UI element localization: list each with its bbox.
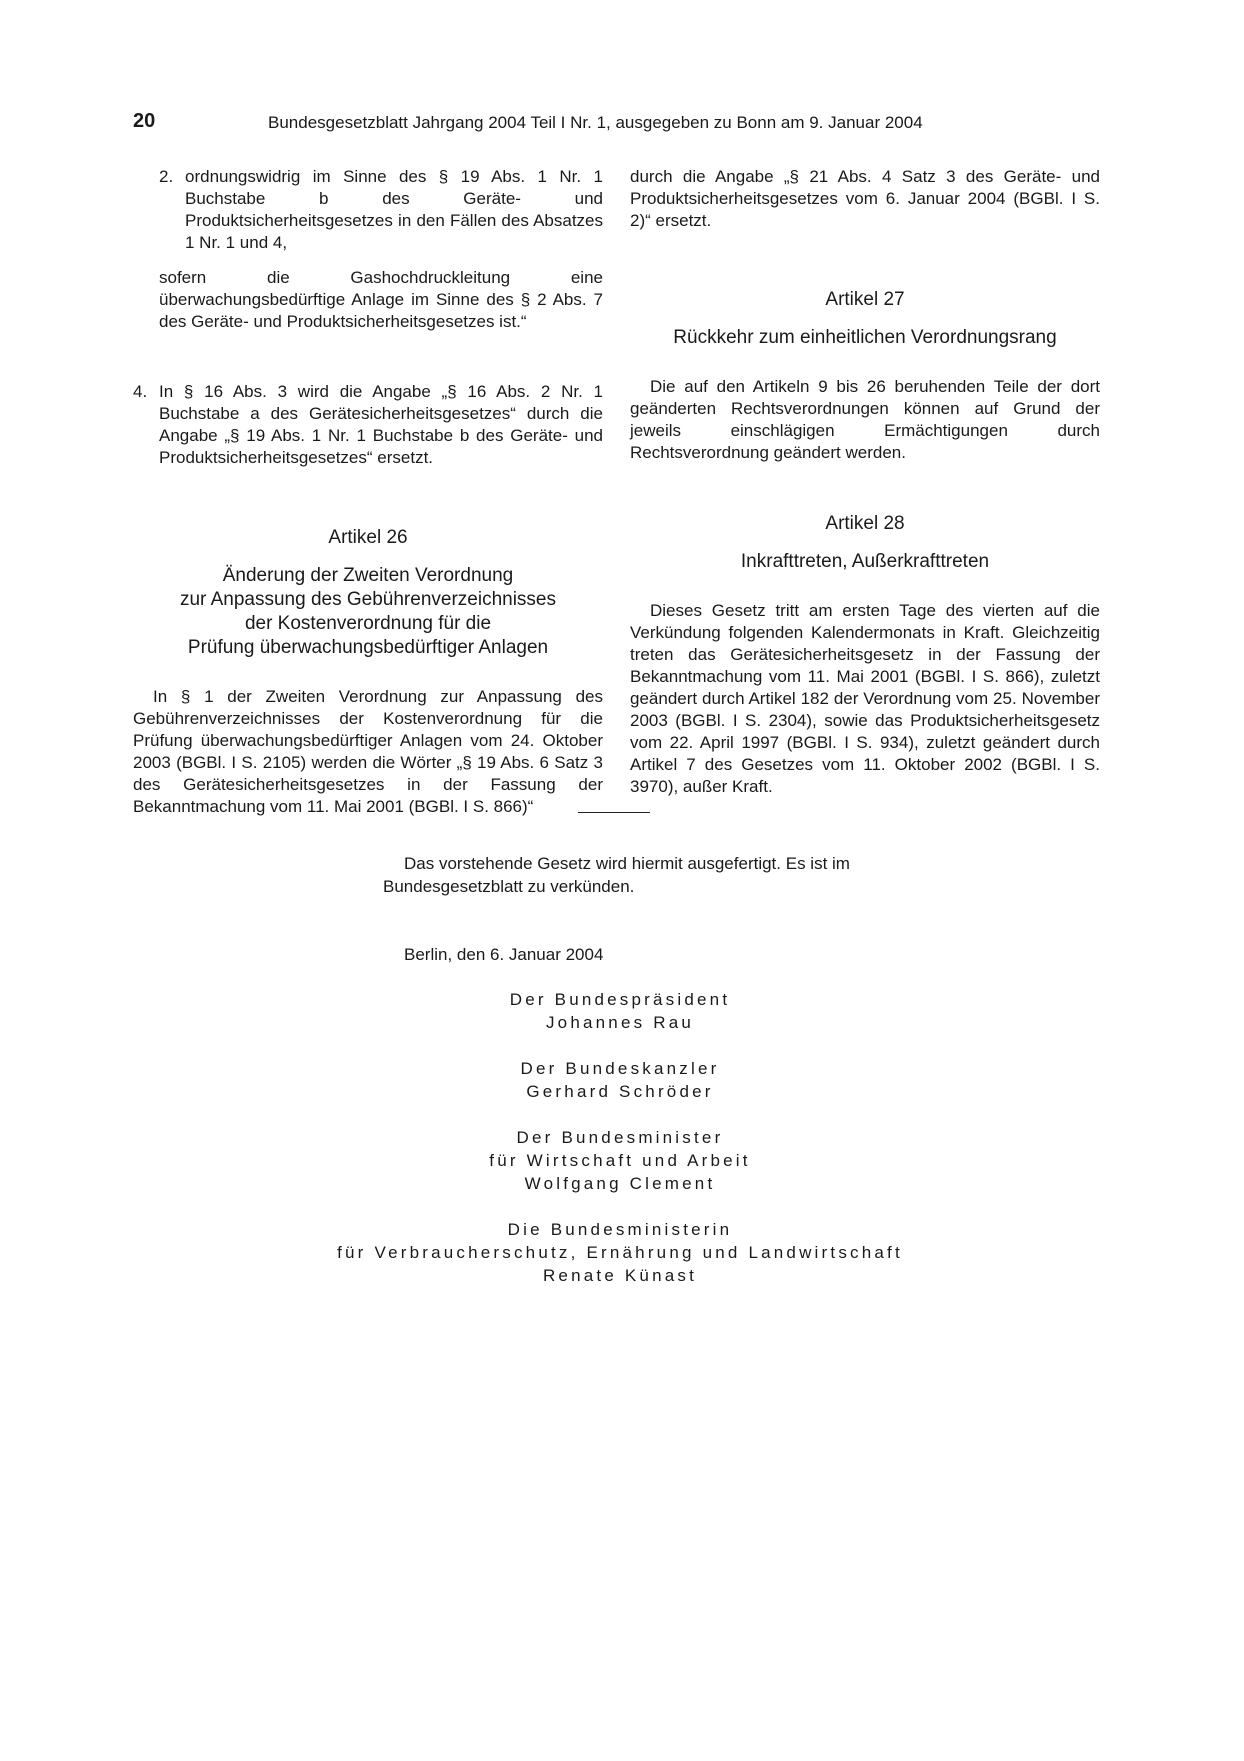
signatory-president [280,988,960,1034]
promulgation-clause: Das vorstehende Gesetz wird hiermit ausgefertigt. Es ist im Bundesgesetzblatt zu verkünden. [383,854,850,896]
signatory-title: Der Bundespräsident [509,990,731,1009]
article-28 [630,512,1100,798]
list-item-2 [133,166,603,254]
article-title-line: zur Anpassung des Gebührenverzeichnisses [179,589,556,610]
article-title: Inkrafttreten, Außerkrafttreten [740,551,990,572]
signature-block [280,988,960,1310]
continuation-paragraph: sofern die Gashochdruckleitung eine überwachungsbedürftige Anlage im Sinne des § 2 Abs. 7 des Geräte- und Produktsicherheitsgesetzes ist.“ [159,268,603,331]
page-number: 20 [133,110,156,132]
right-column [630,166,1100,798]
article-body: Die auf den Artikeln 9 bis 26 beruhenden Teile der dort geänderten Rechtsverordnungen können auf Grund der jeweils einschlägigen Ermächtigungen durch Rechtsverordnung geändert werden. [630,377,1100,462]
signatory-name: Johannes Rau [545,1013,695,1032]
signing-date: Berlin, den 6. Januar 2004 [404,945,604,964]
article-title [133,564,603,660]
article-heading: Artikel 27 [825,289,905,310]
signatory-subtitle: für Wirtschaft und Arbeit [489,1151,751,1170]
signatory-name: Wolfgang Clement [524,1174,716,1193]
signatory-consumer-minister [280,1218,960,1287]
signatory-title: Der Bundesminister [516,1128,724,1147]
article-27 [630,288,1100,464]
signatory-chancellor [280,1057,960,1103]
article-26 [133,526,603,818]
article-title-line: Änderung der Zweiten Verordnung [222,565,514,586]
article-title: Rückkehr zum einheitlichen Verordnungsrang [673,327,1057,348]
continuation-paragraph: durch die Angabe „§ 21 Abs. 4 Satz 3 des Geräte- und Produktsicherheitsgesetzes vom 6. Januar 2004 (BGBl. I S. 2)“ ersetzt. [630,167,1100,230]
list-text: ordnungswidrig im Sinne des § 19 Abs. 1 Nr. 1 Buchstabe b des Geräte- und Produktsicherheitsgesetzes in den Fällen des Absatzes 1 Nr. 1 und 4, [185,167,603,252]
signatory-title: Die Bundesministerin [507,1220,733,1239]
signatory-economy-minister [280,1126,960,1195]
list-text: In § 16 Abs. 3 wird die Angabe „§ 16 Abs. 2 Nr. 1 Buchstabe a des Gerätesicherheitsgesetzes“ durch die Angabe „§ 19 Abs. 1 Nr. 1 Buchstabe b des Geräte- und Produktsicherheitsgesetzes“ ersetzt. [159,382,603,467]
signatory-name: Gerhard Schröder [526,1082,714,1101]
list-item-4 [133,381,603,469]
article-title-line: Prüfung überwachungsbedürftiger Anlagen [187,637,549,658]
left-column [133,166,603,818]
list-number: 4. [133,382,148,401]
signatory-name: Renate Künast [542,1266,698,1285]
article-heading: Artikel 26 [328,527,408,548]
article-heading: Artikel 28 [825,513,905,534]
running-header: Bundesgesetzblatt Jahrgang 2004 Teil I Nr. 1, ausgegeben zu Bonn am 9. Januar 2004 [268,113,923,132]
list-number: 2. [159,167,174,186]
signatory-subtitle: für Verbraucherschutz, Ernährung und Landwirtschaft [337,1243,903,1262]
article-body: In § 1 der Zweiten Verordnung zur Anpassung des Gebührenverzeichnisses der Kostenverordnung für die Prüfung überwachungsbedürftiger Anlagen vom 24. Oktober 2003 (BGBl. I S. 2105) werden die Wörter „§ 19 Abs. 6 Satz 3 des Gerätesicherheitsgesetzes in der Fassung der Bekanntmachung vom 11. Mai 2001 (BGBl. I S. 866)“ [133,687,603,816]
article-body: Dieses Gesetz tritt am ersten Tage des vierten auf die Verkündung folgenden Kalendermonats in Kraft. Gleichzeitig treten das Gerätesicherheitsgesetz in der Fassung der Bekanntmachung vom 11. Mai 2001 (BGBl. I S. 866), zuletzt geändert durch Artikel 182 der Verordnung vom 25. November 2003 (BGBl. I S. 2304), sowie das Produktsicherheitsgesetz vom 22. April 1997 (BGBl. I S. 934), zuletzt geändert durch Artikel 7 des Gesetzes vom 11. Oktober 2002 (BGBl. I S. 3970), außer Kraft. [630,601,1100,796]
signatory-title: Der Bundeskanzler [520,1059,720,1078]
article-title-line: der Kostenverordnung für die [244,613,492,634]
separator-rule [578,812,650,813]
